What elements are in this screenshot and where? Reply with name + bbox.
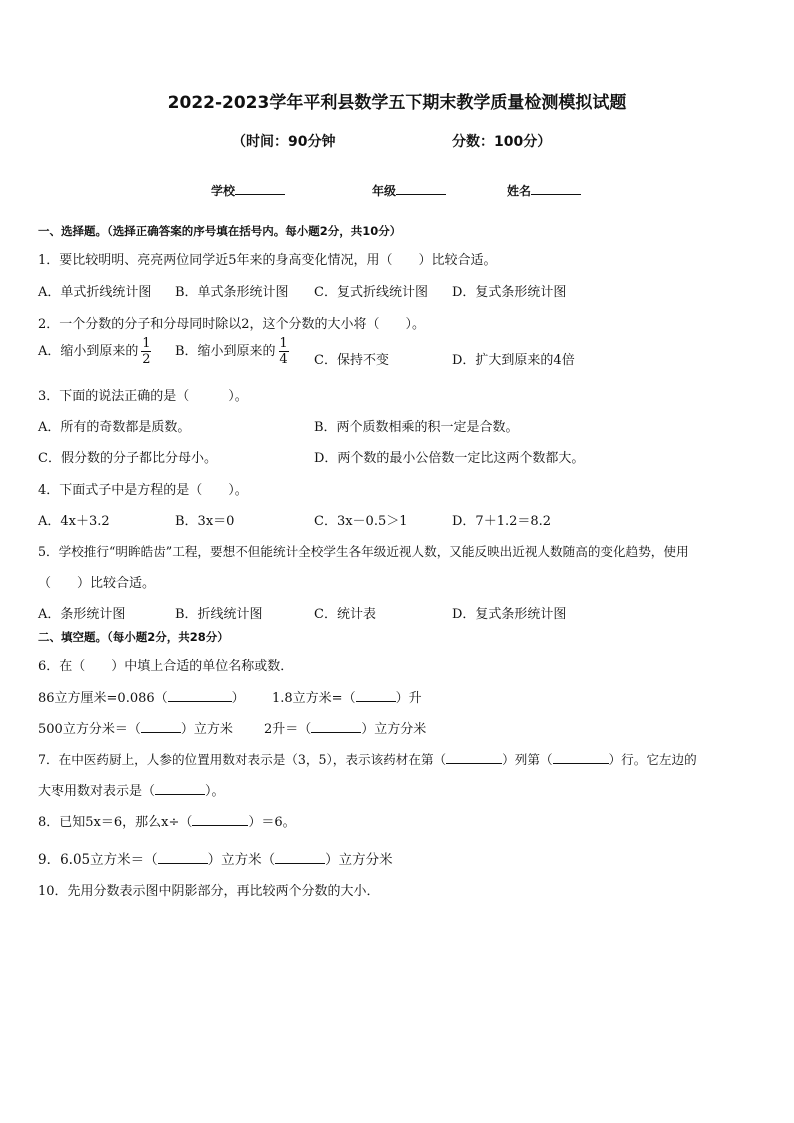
q6-text: 86立方厘米=0.086（ xyxy=(38,691,168,706)
q4-option-b: B．3x＝0 xyxy=(175,514,235,529)
q2-option-b-label: B．缩小到原来的 xyxy=(175,344,276,359)
answer-blank[interactable] xyxy=(275,851,325,864)
answer-blank[interactable] xyxy=(553,751,609,764)
q2-option-d: D．扩大到原来的4倍 xyxy=(452,353,575,368)
q7-line1 xyxy=(38,749,697,768)
school-blank[interactable] xyxy=(235,182,285,195)
grade-field[interactable] xyxy=(372,182,446,199)
q3-option-c: C．假分数的分子都比分母小。 xyxy=(38,451,217,466)
q5-option-a: A．条形统计图 xyxy=(38,607,126,622)
q5-stem-line1: 5．学校推行“明眸皓齿”工程，要想不但能统计全校学生各年级近视人数，又能反映出近视人数随高的变化趋势，使用 xyxy=(38,544,689,559)
q5-option-b: B．折线统计图 xyxy=(175,607,263,622)
q6-text: 500立方分米＝（ xyxy=(38,722,141,737)
q4-option-c: C．3x－0.5＞1 xyxy=(314,514,408,529)
school-field[interactable] xyxy=(211,182,285,199)
q1-option-a: A．单式折线统计图 xyxy=(38,285,152,300)
name-label: 姓名 xyxy=(507,184,532,198)
q2-option-b xyxy=(175,336,292,367)
exam-time: （时间：90分钟 xyxy=(232,134,336,150)
q1-option-b: B．单式条形统计图 xyxy=(175,285,289,300)
fraction-numerator: 1 xyxy=(279,336,288,351)
q6-line2-a xyxy=(38,718,233,737)
answer-blank[interactable] xyxy=(141,720,181,733)
answer-blank[interactable] xyxy=(158,851,208,864)
page-title: 2022-2023学年平利县数学五下期末教学质量检测模拟试题 xyxy=(167,93,627,113)
q3-option-d: D．两个数的最小公倍数一定比这两个数都大。 xyxy=(314,451,585,466)
q2-option-a xyxy=(38,336,154,367)
name-blank[interactable] xyxy=(531,182,581,195)
q1-stem: 1．要比较明明、亮亮两位同学近5年来的身高变化情况，用（ ）比较合适。 xyxy=(38,253,497,268)
q9-text: 9．6.05立方米＝（ xyxy=(38,852,158,868)
fraction xyxy=(141,336,151,367)
q4-option-d: D．7＋1.2＝8.2 xyxy=(452,514,552,529)
fraction-denominator: 4 xyxy=(279,352,288,367)
name-field[interactable] xyxy=(507,182,581,199)
fraction xyxy=(279,336,289,367)
q2-option-c: C．保持不变 xyxy=(314,353,389,368)
answer-blank[interactable] xyxy=(192,813,248,826)
q7-text: ）列第（ xyxy=(502,752,553,767)
q7-line2 xyxy=(38,780,225,799)
grade-label: 年级 xyxy=(372,184,397,198)
q6-line1-a xyxy=(38,687,245,706)
q4-option-a: A．4x＋3.2 xyxy=(38,514,110,529)
q6-text: 2升＝（ xyxy=(264,722,312,737)
q3-option-b: B．两个质数相乘的积一定是合数。 xyxy=(314,420,519,435)
q8-text: 8．已知5x＝6，那么x÷（ xyxy=(38,815,193,830)
q5-option-d: D．复式条形统计图 xyxy=(452,607,567,622)
answer-blank[interactable] xyxy=(168,689,232,702)
fraction-denominator: 2 xyxy=(142,352,151,367)
q6-text: ）升 xyxy=(395,691,422,706)
q8-text: ）＝6。 xyxy=(248,815,296,830)
q9-text: ）立方分米 xyxy=(325,852,393,868)
grade-blank[interactable] xyxy=(396,182,446,195)
q6-text: 1.8立方米=（ xyxy=(272,691,356,706)
fraction-numerator: 1 xyxy=(142,336,151,351)
q5-option-c: C．统计表 xyxy=(314,607,376,622)
q9-line xyxy=(38,848,393,868)
q10-stem: 10．先用分数表示图中阴影部分，再比较两个分数的大小． xyxy=(38,884,380,899)
q7-text: 7．在中医药厨上，人参的位置用数对表示是（3，5），表示该药材在第（ xyxy=(38,752,447,767)
section-choice-heading: 一、选择题。（选择正确答案的序号填在括号内。每小题2分，共10分） xyxy=(38,224,402,238)
section-fill-heading: 二、填空题。（每小题2分，共28分） xyxy=(38,630,229,644)
q7-text: ）行。它左边的 xyxy=(608,752,697,767)
q6-text: ） xyxy=(231,691,245,706)
q6-stem: 6．在（ ）中填上合适的单位名称或数． xyxy=(38,659,294,674)
q3-stem: 3．下面的说法正确的是（ ）。 xyxy=(38,389,248,404)
q6-line1-b xyxy=(272,687,422,706)
q9-text: ）立方米（ xyxy=(207,852,276,868)
q6-line2-b xyxy=(264,718,426,737)
answer-blank[interactable] xyxy=(311,720,361,733)
q7-text: ）。 xyxy=(205,784,225,799)
q6-text: ）立方分米 xyxy=(361,722,427,737)
q3-option-a: A．所有的奇数都是质数。 xyxy=(38,420,191,435)
q2-option-a-label: A．缩小到原来的 xyxy=(38,344,139,359)
answer-blank[interactable] xyxy=(155,782,205,795)
q2-stem: 2．一个分数的分子和分母同时除以2，这个分数的大小将（ ）。 xyxy=(38,317,426,332)
q5-stem-line2: （ ）比较合适。 xyxy=(38,576,156,591)
q7-text: 大枣用数对表示是（ xyxy=(38,784,156,799)
q1-option-c: C．复式折线统计图 xyxy=(314,285,428,300)
answer-blank[interactable] xyxy=(446,751,502,764)
q6-text: ）立方米 xyxy=(180,722,233,737)
q1-option-d: D．复式条形统计图 xyxy=(452,285,567,300)
q8-line xyxy=(38,811,296,830)
exam-score: 分数：100分） xyxy=(452,134,552,150)
school-label: 学校 xyxy=(211,184,236,198)
q4-stem: 4．下面式子中是方程的是（ ）。 xyxy=(38,483,248,498)
answer-blank[interactable] xyxy=(356,689,396,702)
